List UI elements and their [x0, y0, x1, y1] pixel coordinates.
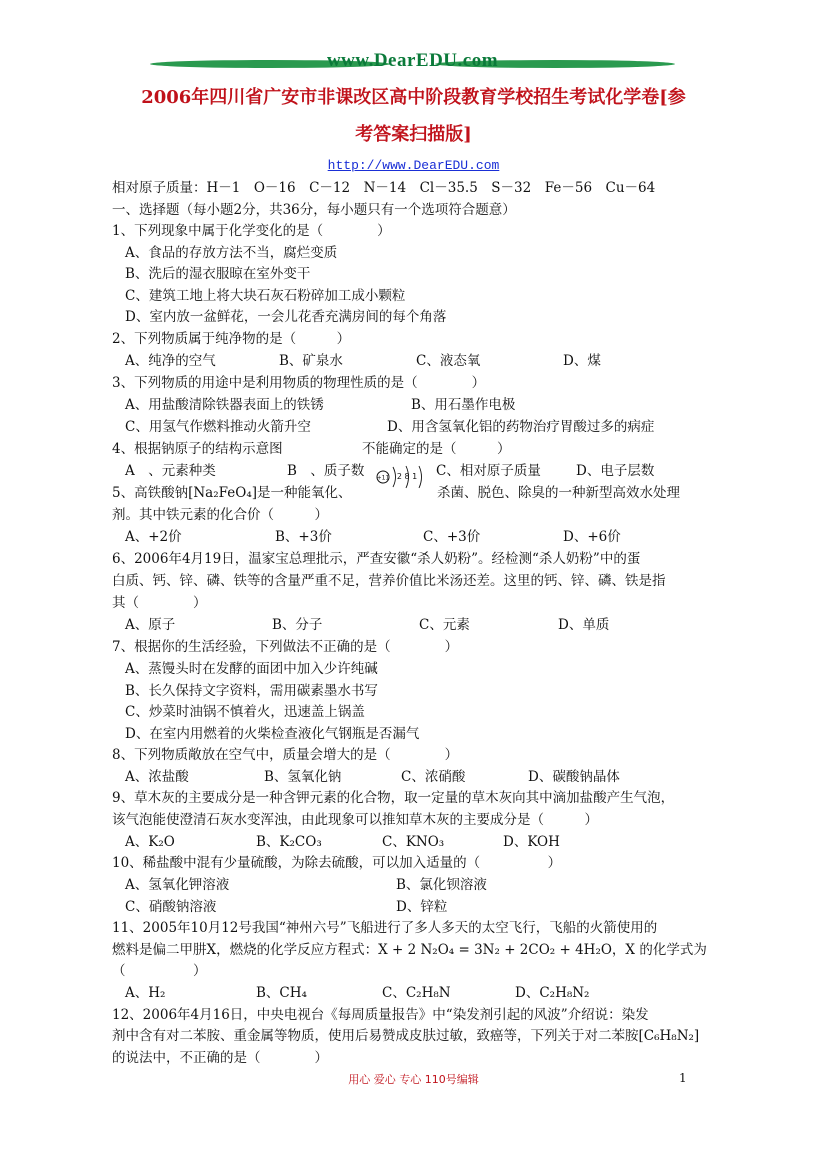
q6-line1: 6、2006年4月19日，温家宝总理批示，严查安徽“杀人奶粉”。经检测“杀人奶粉”中的蛋 — [112, 551, 641, 567]
q10-option-c: C、硝酸钠溶液 — [125, 899, 217, 915]
q6-line2: 白质、钙、锌、磷、铁等的含量严重不足，营养价值比米汤还差。这里的钙、锌、磷、铁是指 — [112, 573, 666, 589]
q7-option-d: D、在室内用燃着的火柴检查液化气钢瓶是否漏气 — [125, 726, 420, 742]
q5-option-d: D、+6价 — [563, 529, 621, 545]
q11-option-b: B、CH₄ — [256, 985, 307, 1001]
q11-line2: 燃料是偏二甲肼X，燃烧的化学反应方程式：X + 2 N₂O₄ = 3N₂ + 2CO₂ + 4H₂O，X 的化学式为 — [112, 942, 707, 958]
q8-stem: 8、下列物质敞放在空气中，质量会增大的是（ ） — [112, 747, 459, 763]
q10-option-b: B、氯化钡溶液 — [396, 877, 487, 893]
q8-option-b: B、氢氧化钠 — [264, 769, 342, 785]
q6-option-b: B、分子 — [272, 617, 323, 633]
q8-option-d: D、碳酸钠晶体 — [528, 769, 620, 785]
q4-option-a: A 、元素种类 — [125, 463, 216, 479]
q9-option-b: B、K₂CO₃ — [256, 834, 322, 850]
q2-option-d: D、煤 — [563, 353, 601, 369]
atomic-masses: 相对原子质量：H－1 O－16 C－12 N－14 Cl－35.5 S－32 Fe－56 Cu－64 — [112, 180, 656, 196]
q4-stem-end: 不能确定的是（ ） — [362, 441, 511, 457]
section-heading: 一、选择题（每小题2分，共36分，每小题只有一个选项符合题意） — [112, 202, 516, 218]
q1-option-a: A、食品的存放方法不当，腐烂变质 — [125, 245, 338, 261]
q10-option-d: D、锌粒 — [396, 899, 448, 915]
q1-option-c: C、建筑工地上将大块石灰石粉碎加工成小颗粒 — [125, 288, 406, 304]
q3-option-c: C、用氢气作燃料推动火箭升空 — [125, 419, 311, 435]
q8-option-c: C、浓硝酸 — [401, 769, 466, 785]
q9-option-c: C、KNO₃ — [382, 834, 445, 850]
atom-nucleus-label: +11 — [376, 474, 390, 482]
q11-line1: 11、2005年10月12号我国“神州六号”飞船进行了多人多天的太空飞行，飞船的火箭使用的 — [112, 920, 658, 936]
q6-option-d: D、单质 — [558, 617, 610, 633]
q3-option-a: A、用盐酸清除铁器表面上的铁锈 — [125, 397, 324, 413]
q5-option-b: B、+3价 — [275, 529, 332, 545]
page-title-line1: 2006年四川省广安市非课改区高中阶段教育学校招生考试化学卷[参 — [141, 87, 686, 108]
q1-stem: 1、下列现象中属于化学变化的是（ ） — [112, 223, 391, 239]
site-link[interactable]: http://www.DearEDU.com — [327, 158, 500, 173]
q11-line3: （ ） — [112, 963, 207, 979]
page-number: 1 — [679, 1071, 687, 1085]
q1-option-d: D、室内放一盆鲜花，一会儿花香充满房间的每个角落 — [125, 309, 447, 325]
q9-option-a: A、K₂O — [125, 834, 175, 850]
q5-stem-line2: 剂。其中铁元素的化合价（ ） — [112, 507, 328, 523]
q4-stem-start: 4、根据钠原子的结构示意图 — [112, 441, 283, 457]
q12-line3: 的说法中，不正确的是（ ） — [112, 1050, 328, 1066]
q2-option-b: B、矿泉水 — [279, 353, 343, 369]
footer-text: 用心 爱心 专心 110号编辑 — [348, 1073, 479, 1086]
q11-option-c: C、C₂H₈N — [382, 985, 451, 1001]
q3-option-b: B、用石墨作电极 — [411, 397, 516, 413]
q4-option-d: D、电子层数 — [576, 463, 655, 479]
q11-option-d: D、C₂H₈N₂ — [515, 985, 590, 1001]
q2-stem: 2、下列物质属于纯净物的是（ ） — [112, 331, 351, 347]
sodium-atom-diagram — [376, 462, 436, 492]
q9-line2: 该气泡能使澄清石灰水变浑浊，由此现象可以推知草木灰的主要成分是（ ） — [112, 812, 598, 828]
q5-stem-end: 杀菌、脱色、除臭的一种新型高效水处理 — [437, 485, 680, 501]
q7-option-b: B、长久保持文字资料，需用碳素墨水书写 — [125, 683, 378, 699]
q7-option-a: A、蒸馒头时在发酵的面团中加入少许纯碱 — [125, 661, 378, 677]
q11-option-a: A、H₂ — [125, 985, 166, 1001]
q12-line2: 剂中含有对二苯胺、重金属等物质，使用后易赞成皮肤过敏，致癌等，下列关于对二苯胺[C₆H₈N₂] — [112, 1028, 700, 1044]
q2-option-a: A、纯净的空气 — [125, 353, 216, 369]
q4-option-b: B 、质子数 — [287, 463, 365, 479]
q2-option-c: C、液态氧 — [416, 353, 481, 369]
q6-line3: 其（ ） — [112, 595, 207, 611]
q7-stem: 7、根据你的生活经验，下列做法不正确的是（ ） — [112, 639, 459, 655]
q5-option-a: A、+2价 — [125, 529, 182, 545]
q12-line1: 12、2006年4月16日，中央电视台《每周质量报告》中“染发剂引起的风波”介绍说：染发 — [112, 1007, 649, 1023]
q1-option-b: B、洗后的湿衣服晾在室外变干 — [125, 266, 311, 282]
q6-option-a: A、原子 — [125, 617, 176, 633]
atom-shells-label: 2 8 1 — [396, 472, 418, 481]
q9-option-d: D、KOH — [503, 834, 560, 850]
q9-line1: 9、草木灰的主要成分是一种含钾元素的化合物，取一定量的草木灰向其中滴加盐酸产生气泡， — [112, 790, 675, 806]
q10-option-a: A、氢氧化钾溶液 — [125, 877, 230, 893]
q6-option-c: C、元素 — [419, 617, 470, 633]
q3-option-d: D、用含氢氧化铝的药物治疗胃酸过多的病症 — [387, 419, 655, 435]
q8-option-a: A、浓盐酸 — [125, 769, 189, 785]
q10-stem: 10、稀盐酸中混有少量硫酸，为除去硫酸，可以加入适量的（ ） — [112, 855, 562, 871]
q5-option-c: C、+3价 — [423, 529, 481, 545]
q7-option-c: C、炒菜时油锅不慎着火，迅速盖上锅盖 — [125, 704, 365, 720]
site-banner — [150, 46, 675, 84]
q5-stem-start: 5、高铁酸钠[Na₂FeO₄]是一种能氧化、 — [112, 485, 352, 501]
page-title-line2: 考答案扫描版] — [355, 124, 472, 145]
q3-stem: 3、下列物质的用途中是利用物质的物理性质的是（ ） — [112, 375, 486, 391]
q4-option-c: C、相对原子质量 — [436, 463, 541, 479]
site-name: www.DearEDU.com — [326, 50, 499, 71]
